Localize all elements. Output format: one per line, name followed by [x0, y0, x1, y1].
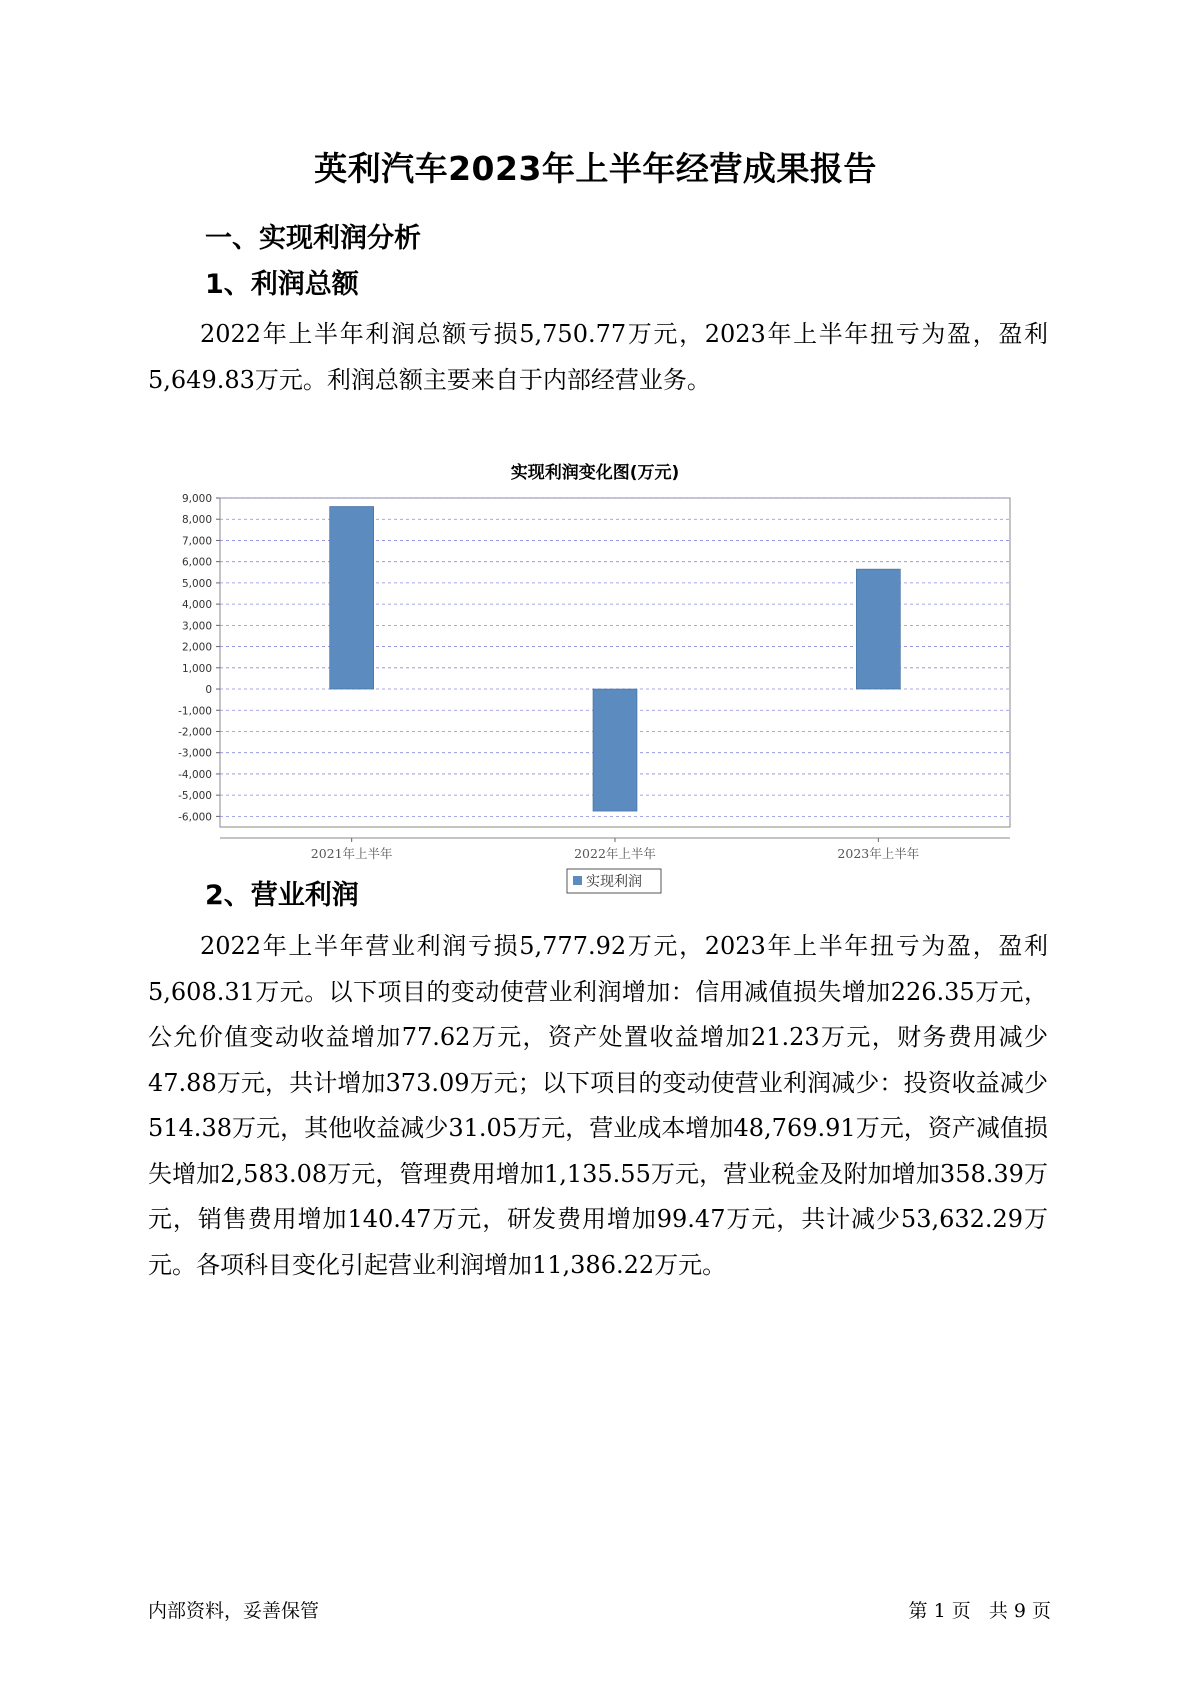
y-tick-label: 7,000	[181, 535, 212, 548]
y-tick-label: 5,000	[181, 577, 212, 590]
y-tick-label: 8,000	[181, 514, 212, 527]
x-tick-label: 2022年上半年	[574, 846, 656, 861]
chart-title: 实现利润变化图(万元)	[510, 463, 680, 483]
y-tick-label: 1,000	[181, 662, 212, 675]
y-tick-label: -2,000	[178, 726, 212, 739]
chart-svg	[160, 450, 1030, 910]
bar	[856, 569, 900, 689]
y-tick-label: -5,000	[178, 790, 212, 803]
operating-profit-paragraph: 2022年上半年营业利润亏损5,777.92万元，2023年上半年扭亏为盈，盈利5,608.31万元。以下项目的变动使营业利润增加：信用减值损失增加226.35万元，公允价值变动收益增加77.62万元，资产处置收益增加21.23万元，财务费用减少47.88万元，共计增加373.09万元；以下项目的变动使营业利润减少：投资收益减少514.38万元，其他收益减少31.05万元，营业成本增加48,769.91万元，资产减值损失增加2,583.08万元，管理费用增加1,135.55万元，营业税金及附加增加358.39万元，销售费用增加140.47万元，研发费用增加99.47万元，共计减少53,632.29万元。各项科目变化引起营业利润增加11,386.22万元。	[148, 932, 1048, 1279]
x-tick-label: 2021年上半年	[310, 846, 393, 861]
legend-label: 实现利润	[586, 874, 642, 890]
legend-swatch	[573, 876, 582, 885]
y-tick-label: 2,000	[181, 641, 212, 654]
footer-confidential-note: 内部资料，妥善保管	[148, 1600, 320, 1622]
y-tick-label: -1,000	[178, 705, 212, 718]
y-tick-label: 4,000	[181, 599, 212, 612]
subsection-heading-total-profit: 1、利润总额	[205, 269, 359, 300]
bar	[593, 689, 637, 811]
y-tick-label: 6,000	[181, 556, 212, 569]
total-profit-paragraph: 2022年上半年利润总额亏损5,750.77万元，2023年上半年扭亏为盈，盈利5,649.83万元。利润总额主要来自于内部经营业务。	[148, 320, 1048, 394]
footer-page-number: 第 1 页 共 9 页	[908, 1600, 1051, 1622]
y-tick-label: -4,000	[178, 768, 212, 781]
subsection-heading-operating-profit: 2、营业利润	[205, 880, 359, 911]
profit-chart	[160, 450, 1030, 910]
y-tick-label: -3,000	[178, 747, 212, 760]
y-tick-label: 3,000	[181, 620, 212, 633]
y-tick-label: 9,000	[181, 493, 212, 505]
document-title: 英利汽车2023年上半年经营成果报告	[314, 149, 877, 188]
y-tick-label: 0	[205, 684, 212, 697]
y-tick-label: -6,000	[178, 811, 212, 824]
section-heading-profit-analysis: 一、实现利润分析	[205, 223, 421, 254]
bar	[330, 506, 374, 689]
x-tick-label: 2023年上半年	[837, 846, 920, 861]
